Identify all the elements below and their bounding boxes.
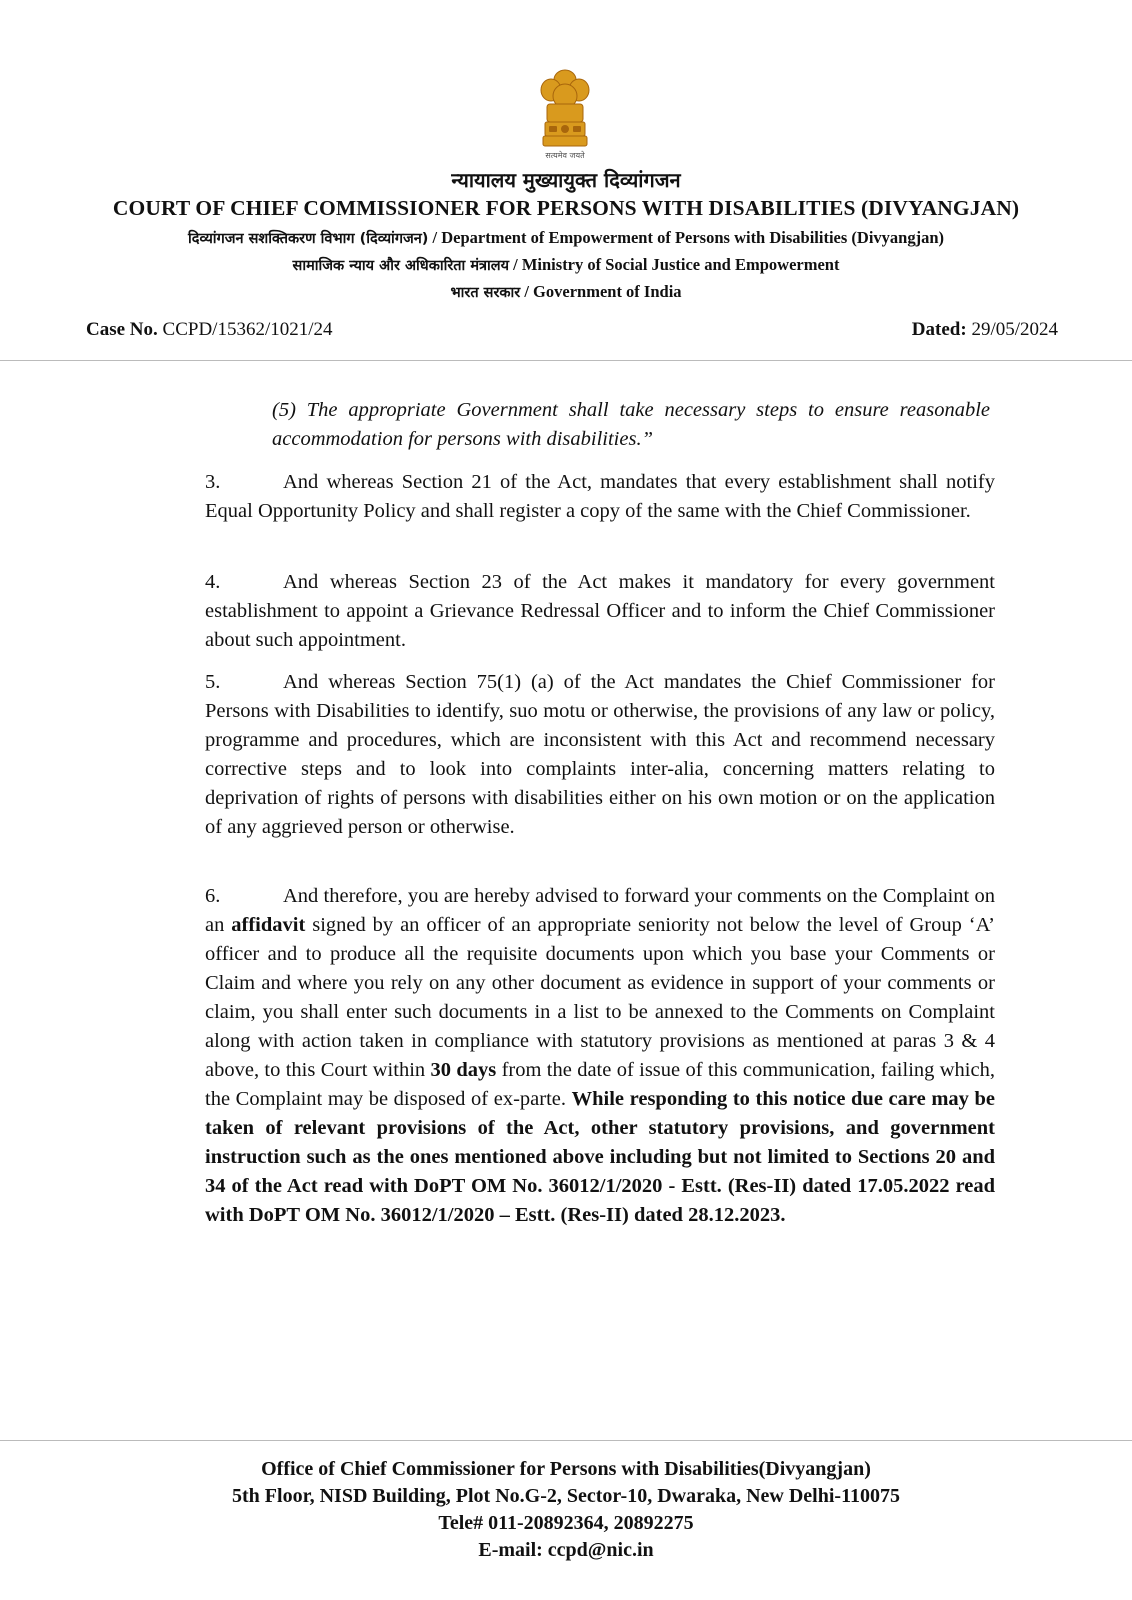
- ministry-english: / Ministry of Social Justice and Empowerment: [513, 255, 840, 274]
- government-line: [0, 282, 1132, 302]
- case-number-label: Case No.: [86, 319, 158, 340]
- paragraph-number: 4.: [205, 571, 221, 593]
- paragraph-3: [205, 468, 995, 526]
- office-address-footer: [0, 1456, 1132, 1564]
- paragraph-text: from the date of issue of this communication, failing which, the Complaint may be disposed of ex-parte.: [205, 1059, 995, 1110]
- header-divider: [0, 360, 1132, 361]
- footer-divider: [0, 1440, 1132, 1441]
- department-hindi: दिव्यांगजन सशक्तिकरण विभाग (दिव्यांगजन): [187, 231, 429, 247]
- paragraph-text: And whereas Section 21 of the Act, mandates that every establishment shall notify Equal Opportunity Policy and shall register a copy of the same with the Chief Commissioner.: [205, 471, 995, 522]
- paragraph-text: And therefore, you are hereby advised to forward your comments on the Complaint on an: [205, 885, 995, 936]
- department-line: [0, 228, 1132, 248]
- ministry-hindi: सामाजिक न्याय और अधिकारिता मंत्रालय: [292, 258, 510, 274]
- paragraph-text: signed by an officer of an appropriate seniority not below the level of Group ‘A’ officer and to produce all the requisite documents upon which you base your Comments or Claim and where you rely on any other document as evidence in support of your comments or claim, you shall enter such documents in a list to be annexed to the Comments on Complaint along with action taken in compliance with statutory provisions as mentioned at paras 3 & 4 above, to this Court within: [205, 914, 995, 1081]
- paragraph-text: And whereas Section 23 of the Act makes it mandatory for every government establishment to appoint a Grievance Redressal Officer and to inform the Chief Commissioner about such appointment.: [205, 571, 995, 651]
- case-number-value: CCPD/15362/1021/24: [162, 319, 333, 340]
- affidavit-emphasis: affidavit: [231, 914, 306, 936]
- footer-address: 5th Floor, NISD Building, Plot No.G-2, Sector-10, Dwaraka, New Delhi-110075: [232, 1485, 900, 1507]
- case-number: [86, 319, 333, 341]
- paragraph-number: 6.: [205, 885, 221, 907]
- instruction-emphasis: While responding to this notice due care may be taken of relevant provisions of the Act, other statutory provisions, and government instruction such as the ones mentioned above including but not limited to Sections 20 and 34 of the Act read with DoPT OM No. 36012/1/2020 - Estt. (Res-II) dated 17.05.2022 read with DoPT OM No. 36012/1/2020 – Estt. (Res-II) dated 28.12.2023.: [205, 1088, 996, 1226]
- case-date: [912, 319, 1058, 341]
- government-english: / Government of India: [524, 282, 682, 301]
- paragraph-5: [205, 668, 995, 842]
- paragraph-4: [205, 568, 995, 655]
- footer-office-name: Office of Chief Commissioner for Persons with Disabilities(Divyangjan): [261, 1458, 871, 1480]
- paragraph-6: [205, 882, 995, 1230]
- footer-email: E-mail: ccpd@nic.in: [478, 1539, 654, 1561]
- department-english: / Department of Empowerment of Persons with Disabilities (Divyangjan): [432, 228, 944, 247]
- paragraph-number: 5.: [205, 671, 221, 693]
- case-date-value: 29/05/2024: [971, 319, 1058, 340]
- paragraph-text: And whereas Section 75(1) (a) of the Act mandates the Chief Commissioner for Persons with Disabilities to identify, suo motu or otherwise, the provisions of any law or policy, programme and procedures, which are inconsistent with this Act and recommend necessary corrective steps and to look into complaints inter-alia, concerning matters relating to deprivation of rights of persons with disabilities either on his own motion or on the application of any aggrieved person or otherwise.: [205, 671, 995, 838]
- quoted-clause: (5) The appropriate Government shall take necessary steps to ensure reasonable accommodation for persons with disabilities.”: [272, 399, 990, 450]
- government-hindi: भारत सरकार: [450, 285, 521, 301]
- case-date-label: Dated:: [911, 319, 967, 340]
- paragraph-number: 3.: [205, 471, 221, 493]
- deadline-emphasis: 30 days: [430, 1059, 497, 1081]
- footer-telephone: Tele# 011-20892364, 20892275: [438, 1512, 694, 1534]
- court-title: COURT OF CHIEF COMMISSIONER FOR PERSONS WITH DISABILITIES (DIVYANGJAN): [112, 196, 1020, 220]
- ministry-line: [0, 255, 1132, 275]
- emblem-motto: सत्यमेव जयते: [545, 151, 585, 160]
- court-title-hindi: न्यायालय मुख्यायुक्त दिव्यांगजन: [451, 168, 681, 192]
